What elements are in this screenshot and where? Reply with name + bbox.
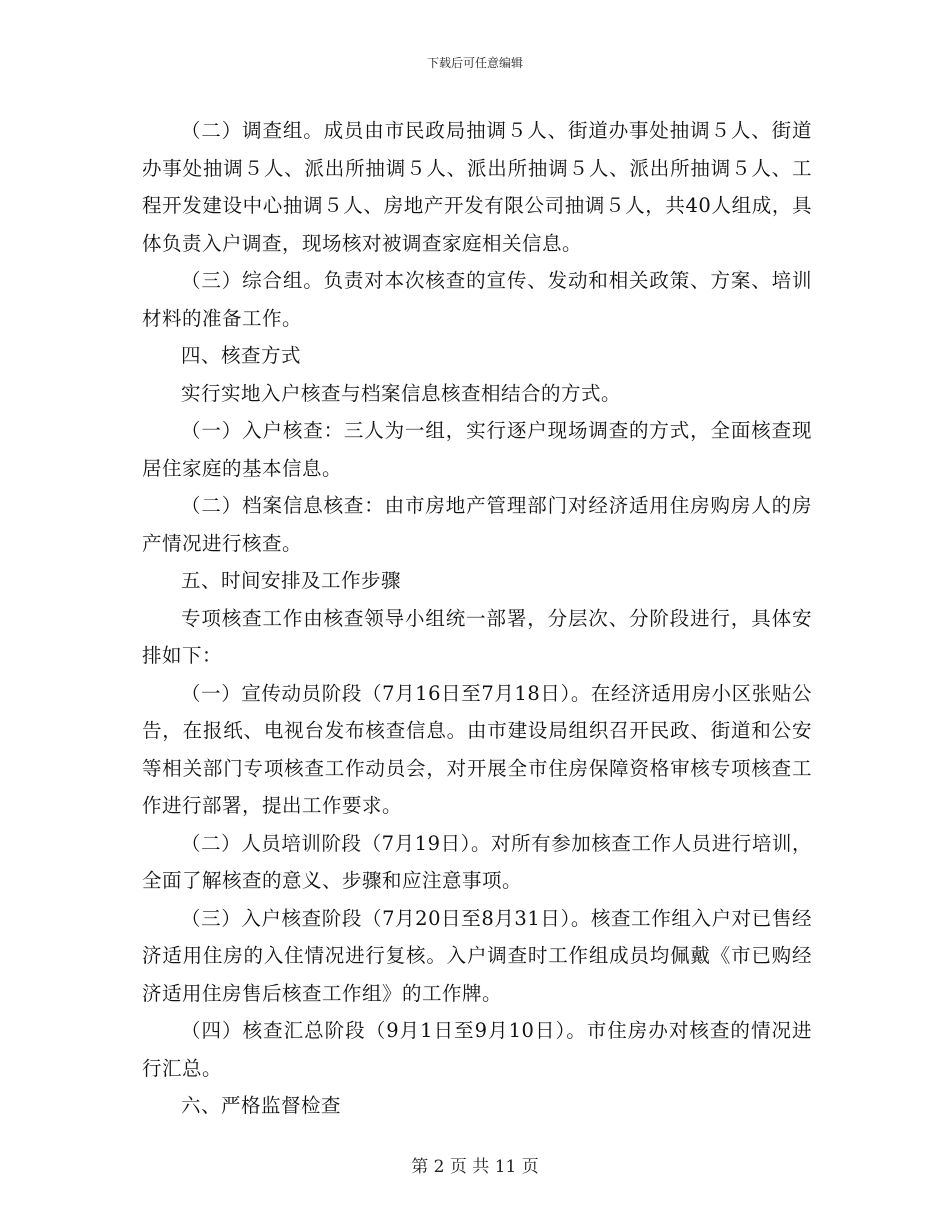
page-header: 下载后可任意编辑 <box>426 56 523 70</box>
paragraph-stage-training: （二）人员培训阶段（7月19日）。对所有参加核查工作人员进行培训，全面了解核查的意义、步骤和应注意事项。 <box>142 831 812 892</box>
paragraph-stage-summary: （四）核查汇总阶段（9月1日至9月10日）。市住房办对核查的情况进行汇总。 <box>142 1019 812 1080</box>
section-heading-schedule: 五、时间安排及工作步骤 <box>181 569 402 592</box>
paragraph-general-group: （三）综合组。负责对本次核查的宣传、发动和相关政策、方案、培训材料的准备工作。 <box>142 269 812 330</box>
paragraph-survey-group: （二）调查组。成员由市民政局抽调５人、街道办事处抽调５人、街道办事处抽调５人、派出所抽调５人、派出所抽调５人、派出所抽调５人、工程开发建设中心抽调５人、房地产开发有限公司抽调５人，共40人组成，具体负责入户调查，现场核对被调查家庭相关信息。 <box>142 119 812 255</box>
paragraph-schedule-intro: 专项核查工作由核查领导小组统一部署，分层次、分阶段进行，具体安排如下： <box>142 606 812 667</box>
paragraph-stage-publicity: （一）宣传动员阶段（7月16日至7月18日）。在经济适用房小区张贴公告，在报纸、电视台发布核查信息。由市建设局组织召开民政、街道和公安等相关部门专项核查工作动员会，对开展全市住房保障资格审核专项核查工作进行部署，提出工作要求。 <box>142 681 812 817</box>
paragraph-stage-home-verification: （三）入户核查阶段（7月20日至8月31日）。核查工作组入户对已售经济适用住房的入住情况进行复核。入户调查时工作组成员均佩戴《市已购经济适用住房售后核查工作组》的工作牌。 <box>142 906 812 1005</box>
document-body <box>142 112 812 1125</box>
paragraph-method-intro: 实行实地入户核查与档案信息核查相结合的方式。 <box>181 381 622 405</box>
paragraph-archive-verification: （二）档案信息核查：由市房地产管理部门对经济适用住房购房人的房产情况进行核查。 <box>142 494 812 555</box>
paragraph-home-verification: （一）入户核查：三人为一组，实行逐户现场调查的方式，全面核查现居住家庭的基本信息。 <box>142 419 812 480</box>
page-footer: 第 2 页 共 11 页 <box>411 1157 539 1177</box>
section-heading-verification-method: 四、核查方式 <box>181 344 302 367</box>
section-heading-supervision: 六、严格监督检查 <box>181 1094 342 1117</box>
